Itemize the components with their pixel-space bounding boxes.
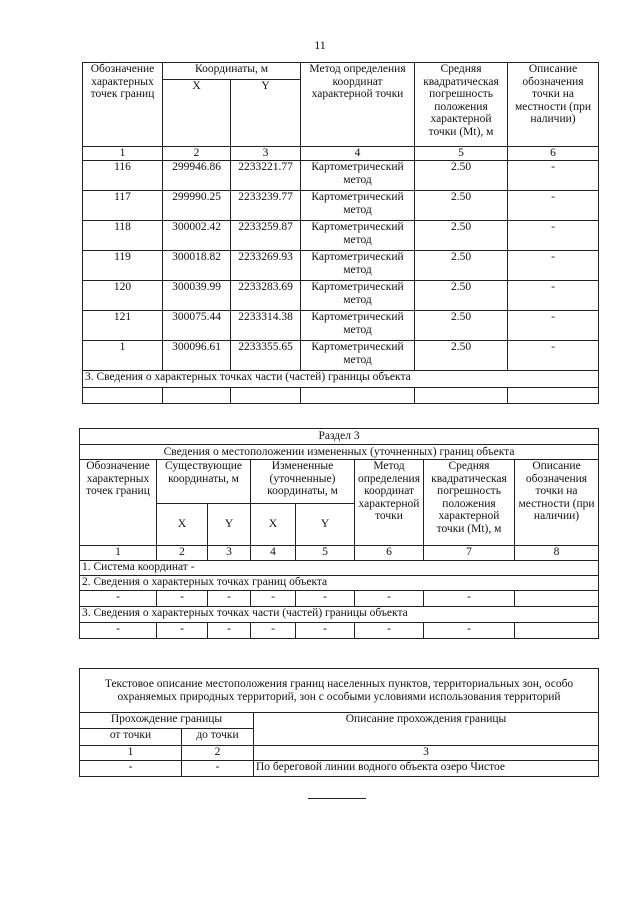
desc-cell: - bbox=[508, 191, 599, 221]
to-cell: - bbox=[182, 761, 254, 777]
empty-cell bbox=[231, 388, 301, 404]
col-number: 2 bbox=[157, 546, 208, 561]
header-method: Метод определения координат характерной точки bbox=[301, 63, 415, 147]
method-cell: Картометрический метод bbox=[301, 311, 415, 341]
table-title: Текстовое описание местоположения границ населенных пунктов, территориальных зон, особо охраняемых природных территорий, зон с особыми условиями использования территорий bbox=[80, 669, 599, 713]
header-description: Описание обозначения точки на местности (при наличии) bbox=[515, 460, 599, 546]
y-cell: 2233283.69 bbox=[231, 281, 301, 311]
header-from-point: от точки bbox=[80, 729, 182, 746]
column-number-row bbox=[80, 546, 599, 561]
header-description: Описание обозначения точки на местности (при наличии) bbox=[508, 63, 599, 147]
method-cell: Картометрический метод bbox=[301, 341, 415, 371]
empty-cell bbox=[163, 388, 231, 404]
desc-cell: - bbox=[508, 161, 599, 191]
point-cell: 1 bbox=[83, 341, 163, 371]
section-heading: 3. Сведения о характерных точках части (частей) границы объекта bbox=[83, 371, 599, 388]
col-number: 6 bbox=[508, 147, 599, 161]
cell: - bbox=[296, 623, 355, 639]
cell: - bbox=[157, 623, 208, 639]
boundary-description-table bbox=[79, 668, 599, 777]
method-cell: Картометрический метод bbox=[301, 191, 415, 221]
col-number: 3 bbox=[208, 546, 251, 561]
error-cell: 2.50 bbox=[415, 161, 508, 191]
cell: - bbox=[296, 591, 355, 607]
header-method: Метод определения координат характерной точки bbox=[355, 460, 424, 546]
method-cell: Картометрический метод bbox=[301, 221, 415, 251]
x-cell: 300096.61 bbox=[163, 341, 231, 371]
desc-cell: - bbox=[508, 281, 599, 311]
desc-cell: - bbox=[508, 251, 599, 281]
col-number: 4 bbox=[251, 546, 296, 561]
error-cell: 2.50 bbox=[415, 191, 508, 221]
header-point-designation: Обозначение характерных точек границ bbox=[80, 460, 157, 546]
table-row bbox=[80, 591, 599, 607]
error-cell: 2.50 bbox=[415, 311, 508, 341]
section-heading: 3. Сведения о характерных точках части (частей) границы объекта bbox=[80, 607, 599, 623]
table-row bbox=[83, 191, 599, 221]
cell: - bbox=[424, 591, 515, 607]
empty-cell bbox=[83, 388, 163, 404]
col-number: 6 bbox=[355, 546, 424, 561]
y-cell: 2233355.65 bbox=[231, 341, 301, 371]
col-number: 7 bbox=[424, 546, 515, 561]
col-number: 4 bbox=[301, 147, 415, 161]
y-cell: 2233221.77 bbox=[231, 161, 301, 191]
col-number: 3 bbox=[254, 746, 599, 761]
point-cell: 121 bbox=[83, 311, 163, 341]
section-3-table bbox=[79, 428, 599, 639]
point-cell: 118 bbox=[83, 221, 163, 251]
cell: - bbox=[251, 591, 296, 607]
table-row bbox=[80, 623, 599, 639]
col-number: 1 bbox=[80, 546, 157, 561]
x-cell: 299990.25 bbox=[163, 191, 231, 221]
error-cell: 2.50 bbox=[415, 251, 508, 281]
header-point-designation: Обозначение характерных точек границ bbox=[83, 63, 163, 147]
header-existing-coordinates: Существующие координаты, м bbox=[157, 460, 251, 504]
point-cell: 116 bbox=[83, 161, 163, 191]
y-cell: 2233314.38 bbox=[231, 311, 301, 341]
header-y: Y bbox=[231, 80, 301, 147]
header-x: X bbox=[251, 504, 296, 546]
header-changed-coordinates: Измененные (уточненные) координаты, м bbox=[251, 460, 355, 504]
y-cell: 2233239.77 bbox=[231, 191, 301, 221]
cell: - bbox=[355, 623, 424, 639]
header-coordinates: Координаты, м bbox=[163, 63, 301, 80]
cell: - bbox=[208, 623, 251, 639]
section-heading: 2. Сведения о характерных точках границ объекта bbox=[80, 576, 599, 591]
table-row bbox=[83, 281, 599, 311]
x-cell: 300018.82 bbox=[163, 251, 231, 281]
cell: - bbox=[80, 591, 157, 607]
point-cell: 117 bbox=[83, 191, 163, 221]
col-number: 2 bbox=[163, 147, 231, 161]
header-to-point: до точки bbox=[182, 729, 254, 746]
x-cell: 300075.44 bbox=[163, 311, 231, 341]
table-row bbox=[80, 761, 599, 777]
method-cell: Картометрический метод bbox=[301, 251, 415, 281]
header-y: Y bbox=[296, 504, 355, 546]
desc-cell: - bbox=[508, 341, 599, 371]
table-row bbox=[83, 341, 599, 371]
column-number-row bbox=[83, 147, 599, 161]
col-number: 2 bbox=[182, 746, 254, 761]
from-cell: - bbox=[80, 761, 182, 777]
col-number: 1 bbox=[83, 147, 163, 161]
col-number: 1 bbox=[80, 746, 182, 761]
method-cell: Картометрический метод bbox=[301, 161, 415, 191]
cell: - bbox=[157, 591, 208, 607]
y-cell: 2233269.93 bbox=[231, 251, 301, 281]
col-number: 8 bbox=[515, 546, 599, 561]
cell: - bbox=[355, 591, 424, 607]
header-y: Y bbox=[208, 504, 251, 546]
error-cell: 2.50 bbox=[415, 281, 508, 311]
x-cell: 300002.42 bbox=[163, 221, 231, 251]
section-subtitle: Сведения о местоположении измененных (уточненных) границ объекта bbox=[80, 445, 599, 460]
cell bbox=[515, 623, 599, 639]
empty-cell bbox=[301, 388, 415, 404]
header-description: Описание прохождения границы bbox=[254, 713, 599, 746]
method-cell: Картометрический метод bbox=[301, 281, 415, 311]
cell: - bbox=[208, 591, 251, 607]
y-cell: 2233259.87 bbox=[231, 221, 301, 251]
empty-cell bbox=[508, 388, 599, 404]
table-row bbox=[83, 161, 599, 191]
error-cell: 2.50 bbox=[415, 341, 508, 371]
error-cell: 2.50 bbox=[415, 221, 508, 251]
table-row bbox=[83, 311, 599, 341]
cell: - bbox=[80, 623, 157, 639]
table-row bbox=[83, 251, 599, 281]
desc-cell: - bbox=[508, 311, 599, 341]
cell: - bbox=[424, 623, 515, 639]
cell bbox=[515, 591, 599, 607]
empty-cell bbox=[415, 388, 508, 404]
table-row bbox=[83, 221, 599, 251]
coordinate-system-line: 1. Система координат - bbox=[80, 561, 599, 576]
header-x: X bbox=[163, 80, 231, 147]
point-cell: 119 bbox=[83, 251, 163, 281]
section-title: Раздел 3 bbox=[80, 429, 599, 445]
point-cell: 120 bbox=[83, 281, 163, 311]
x-cell: 300039.99 bbox=[163, 281, 231, 311]
coordinates-table bbox=[82, 62, 599, 404]
signature-line bbox=[308, 798, 366, 799]
x-cell: 299946.86 bbox=[163, 161, 231, 191]
page-number: 11 bbox=[314, 38, 326, 52]
desc-cell: - bbox=[508, 221, 599, 251]
header-error: Средняя квадратическая погрешность положения характерной точки (Mt), м bbox=[424, 460, 515, 546]
col-number: 5 bbox=[296, 546, 355, 561]
empty-row bbox=[83, 388, 599, 404]
header-error: Средняя квадратическая погрешность положения характерной точки (Mt), м bbox=[415, 63, 508, 147]
col-number: 3 bbox=[231, 147, 301, 161]
header-x: X bbox=[157, 504, 208, 546]
cell: - bbox=[251, 623, 296, 639]
col-number: 5 bbox=[415, 147, 508, 161]
header-passage: Прохождение границы bbox=[80, 713, 254, 729]
column-number-row bbox=[80, 746, 599, 761]
description-cell: По береговой линии водного объекта озеро Чистое bbox=[254, 761, 599, 777]
